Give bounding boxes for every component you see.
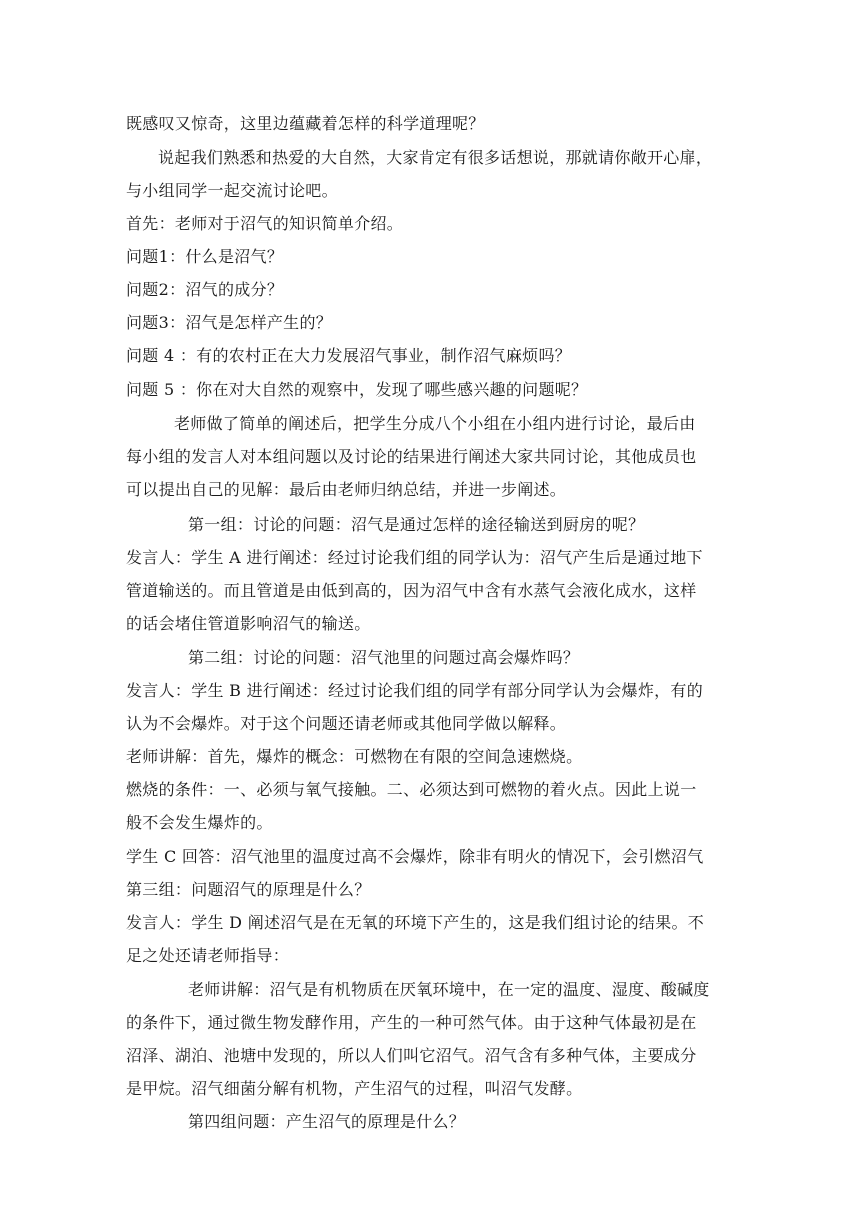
text-line: 老师讲解：首先，爆炸的概念：可燃物在有限的空间急速燃烧。 [126,747,583,766]
text-line: 说起我们熟悉和热爱的大自然，大家肯定有很多话想说，那就请你敞开心扉， [158,148,713,167]
text-line: 第四组问题：产生沼气的原理是什么？ [188,1112,466,1131]
text-line: 发言人：学生 D 阐述沼气是在无氧的环境下产生的，这是我们组讨论的结果。不 [126,913,705,932]
text-line: 第三组：问题沼气的原理是什么？ [126,880,371,899]
text-line: 老师讲解：沼气是有机物质在厌氧环境中，在一定的温度、湿度、酸碱度 [188,980,710,999]
text-line: 首先：老师对于沼气的知识简单介绍。 [126,214,404,233]
text-line: 问题3：沼气是怎样产生的？ [126,313,333,332]
text-line: 的话会堵住管道影响沼气的输送。 [126,614,371,633]
text-line: 问题 4 ：有的农村正在大力发展沼气事业，制作沼气麻烦吗？ [126,346,572,365]
text-line: 可以提出自己的见解：最后由老师归纳总结，并进一步阐述。 [126,480,567,499]
text-line: 第二组：讨论的问题：沼气池里的问题过高会爆炸吗？ [188,648,580,667]
text-line: 老师做了简单的阐述后，把学生分成八个小组在小组内进行讨论，最后由 [174,414,696,433]
text-line: 发言人：学生 B 进行阐述：经过讨论我们组的同学有部分同学认为会爆炸，有的 [126,681,704,700]
text-line: 发言人：学生 A 进行阐述：经过讨论我们组的同学认为：沼气产生后是通过地下 [126,548,703,567]
text-line: 问题1：什么是沼气？ [126,247,284,266]
text-line: 第一组：讨论的问题：沼气是通过怎样的途径输送到厨房的呢？ [188,515,645,534]
text-line: 足之处还请老师指导： [126,946,290,965]
text-line: 管道输送的。而且管道是由低到高的，因为沼气中含有水蒸气会液化成水，这样 [126,581,697,600]
text-line: 既感叹又惊奇，这里边蕴藏着怎样的科学道理呢？ [126,114,485,133]
text-line: 是甲烷。沼气细菌分解有机物，产生沼气的过程，叫沼气发酵。 [126,1079,583,1098]
text-line: 问题 5 ：你在对大自然的观察中，发现了哪些感兴趣的问题呢？ [126,380,588,399]
text-line: 问题2：沼气的成分？ [126,280,284,299]
text-line: 每小组的发言人对本组问题以及讨论的结果进行阐述大家共同讨论，其他成员也 [126,447,697,466]
text-line: 认为不会爆炸。对于这个问题还请老师或其他同学做以解释。 [126,714,567,733]
text-line: 沼泽、湖泊、池塘中发现的，所以人们叫它沼气。沼气含有多种气体，主要成分 [126,1046,697,1065]
text-line: 般不会发生爆炸的。 [126,813,273,832]
text-line: 燃烧的条件：一、必须与氧气接触。二、必须达到可燃物的着火点。因此上说一 [126,780,697,799]
text-line: 与小组同学一起交流讨论吧。 [126,181,338,200]
text-line: 的条件下，通过微生物发酵作用，产生的一种可然气体。由于这种气体最初是在 [126,1013,697,1032]
text-line: 学生 C 回答：沼气池里的温度过高不会爆炸，除非有明火的情况下，会引燃沼气 [126,847,704,866]
